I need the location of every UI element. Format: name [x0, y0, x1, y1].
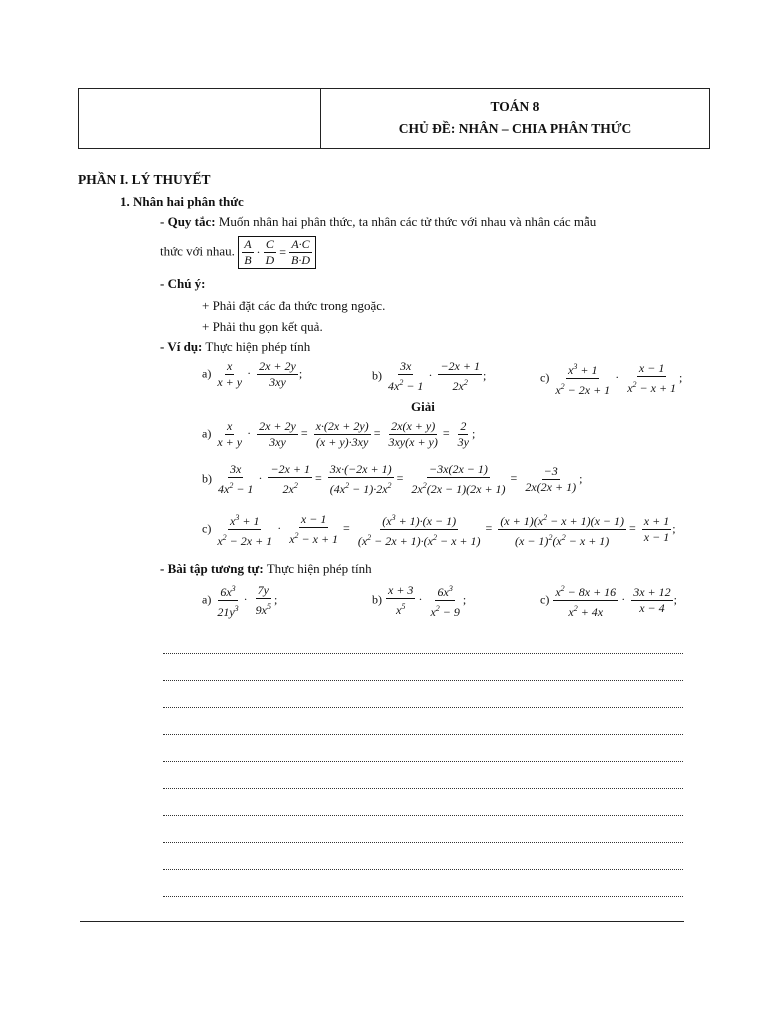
answer-line[interactable]	[163, 896, 683, 897]
footer-divider	[80, 921, 684, 922]
rule-line-2	[160, 236, 316, 269]
example-c: c) $\frac{x^3 + 1}{x^2 - 2x + 1}$ · $\frac{x - 1}{x^2 - x + 1}$ ;	[540, 361, 683, 397]
section-title: PHẦN I. LÝ THUYẾT	[78, 172, 211, 187]
subsection-title: 1. Nhân hai phân thức	[120, 194, 244, 209]
practice-c: c) $\frac{x^2 - 8x + 16}{x^2 + 4x}$ · $\frac{3x + 12}{x - 4}$ ;	[540, 584, 677, 619]
answer-line[interactable]	[163, 815, 683, 816]
rule-label: - Quy tắc:	[160, 214, 216, 229]
rule-formula-box: $\frac{A}{B}$ · $\frac{C}{D}$ = $\frac{A\cdot C}{B\cdot D}$	[238, 236, 316, 269]
header-table	[78, 88, 710, 149]
answer-line[interactable]	[163, 869, 683, 870]
note-1: + Phải đặt các đa thức trong ngoặc.	[202, 298, 386, 313]
practice-b: b) $\frac{x + 3}{x^5}$ · $\frac{6x^3}{x^2 - 9}$ ;	[372, 583, 467, 619]
note-label: - Chú ý:	[160, 276, 206, 291]
solution-b: b) $\frac{3x}{4x^2 - 1}$ · $\frac{-2x + 1}{2x^2}$ = $\frac{3x\cdot(-2x + 1)}{(4x^2 - 1)\cdot 2x^2}$ = $\frac{-3x(2x - 1)}{2x^2(2x - 1)(2x + 1)}$ = $\frac{-3}{2x(2x + 1)}$ ;	[202, 462, 583, 496]
solution-c: c) $\frac{x^3 + 1}{x^2 - 2x + 1}$ · $\frac{x - 1}{x^2 - x + 1}$ = $\frac{(x^3 + 1)\cdot(x - 1)}{(x^2 - 2x + 1)\cdot(x^2 - x + 1)}$ = $\frac{(x + 1)(x^2 - x + 1)(x - 1)}{(x - 1)^2(x^2 - x + 1)}$ = $\frac{x + 1}{x - 1}$ ;	[202, 512, 676, 548]
subject-title: TOÁN 8	[490, 99, 540, 114]
practice-label: - Bài tập tương tự:	[160, 561, 264, 576]
answer-line[interactable]	[163, 680, 683, 681]
practice-line	[160, 561, 372, 577]
answer-line[interactable]	[163, 761, 683, 762]
answer-line[interactable]	[163, 707, 683, 708]
rule-line	[160, 214, 596, 230]
note-2: + Phải thu gọn kết quả.	[202, 319, 323, 334]
answer-line[interactable]	[163, 734, 683, 735]
topic-title: CHỦ ĐỀ: NHÂN – CHIA PHÂN THỨC	[398, 121, 632, 136]
rule-text-2: thức với nhau.	[160, 243, 235, 259]
example-a: a) $\frac{x}{x + y}$ · $\frac{2x + 2y}{3xy}$ ;	[202, 359, 303, 389]
example-text: Thực hiện phép tính	[202, 339, 311, 354]
rule-text: Muốn nhân hai phân thức, ta nhân các tử thức với nhau và nhân các mẫu	[215, 214, 597, 229]
solution-label: Giải	[411, 399, 435, 414]
example-line	[160, 339, 310, 355]
solution-a: a) $\frac{x}{x + y}$ · $\frac{2x + 2y}{3xy}$ = $\frac{x\cdot(2x + 2y)}{(x + y)\cdot 3xy}$ = $\frac{2x(x + y)}{3xy(x + y)}$ = $\frac{2}{3y}$ ;	[202, 419, 476, 449]
practice-a: a) $\frac{6x^3}{21y^3}$ · $\frac{7y}{9x^5}$ ;	[202, 583, 278, 619]
answer-line[interactable]	[163, 788, 683, 789]
answer-line[interactable]	[163, 842, 683, 843]
practice-text: Thực hiện phép tính	[263, 561, 372, 576]
example-label: - Ví dụ:	[160, 339, 203, 354]
example-b: b) $\frac{3x}{4x^2 - 1}$ · $\frac{-2x + 1}{2x^2}$ ;	[372, 359, 487, 393]
answer-line[interactable]	[163, 653, 683, 654]
header-divider	[320, 89, 321, 148]
